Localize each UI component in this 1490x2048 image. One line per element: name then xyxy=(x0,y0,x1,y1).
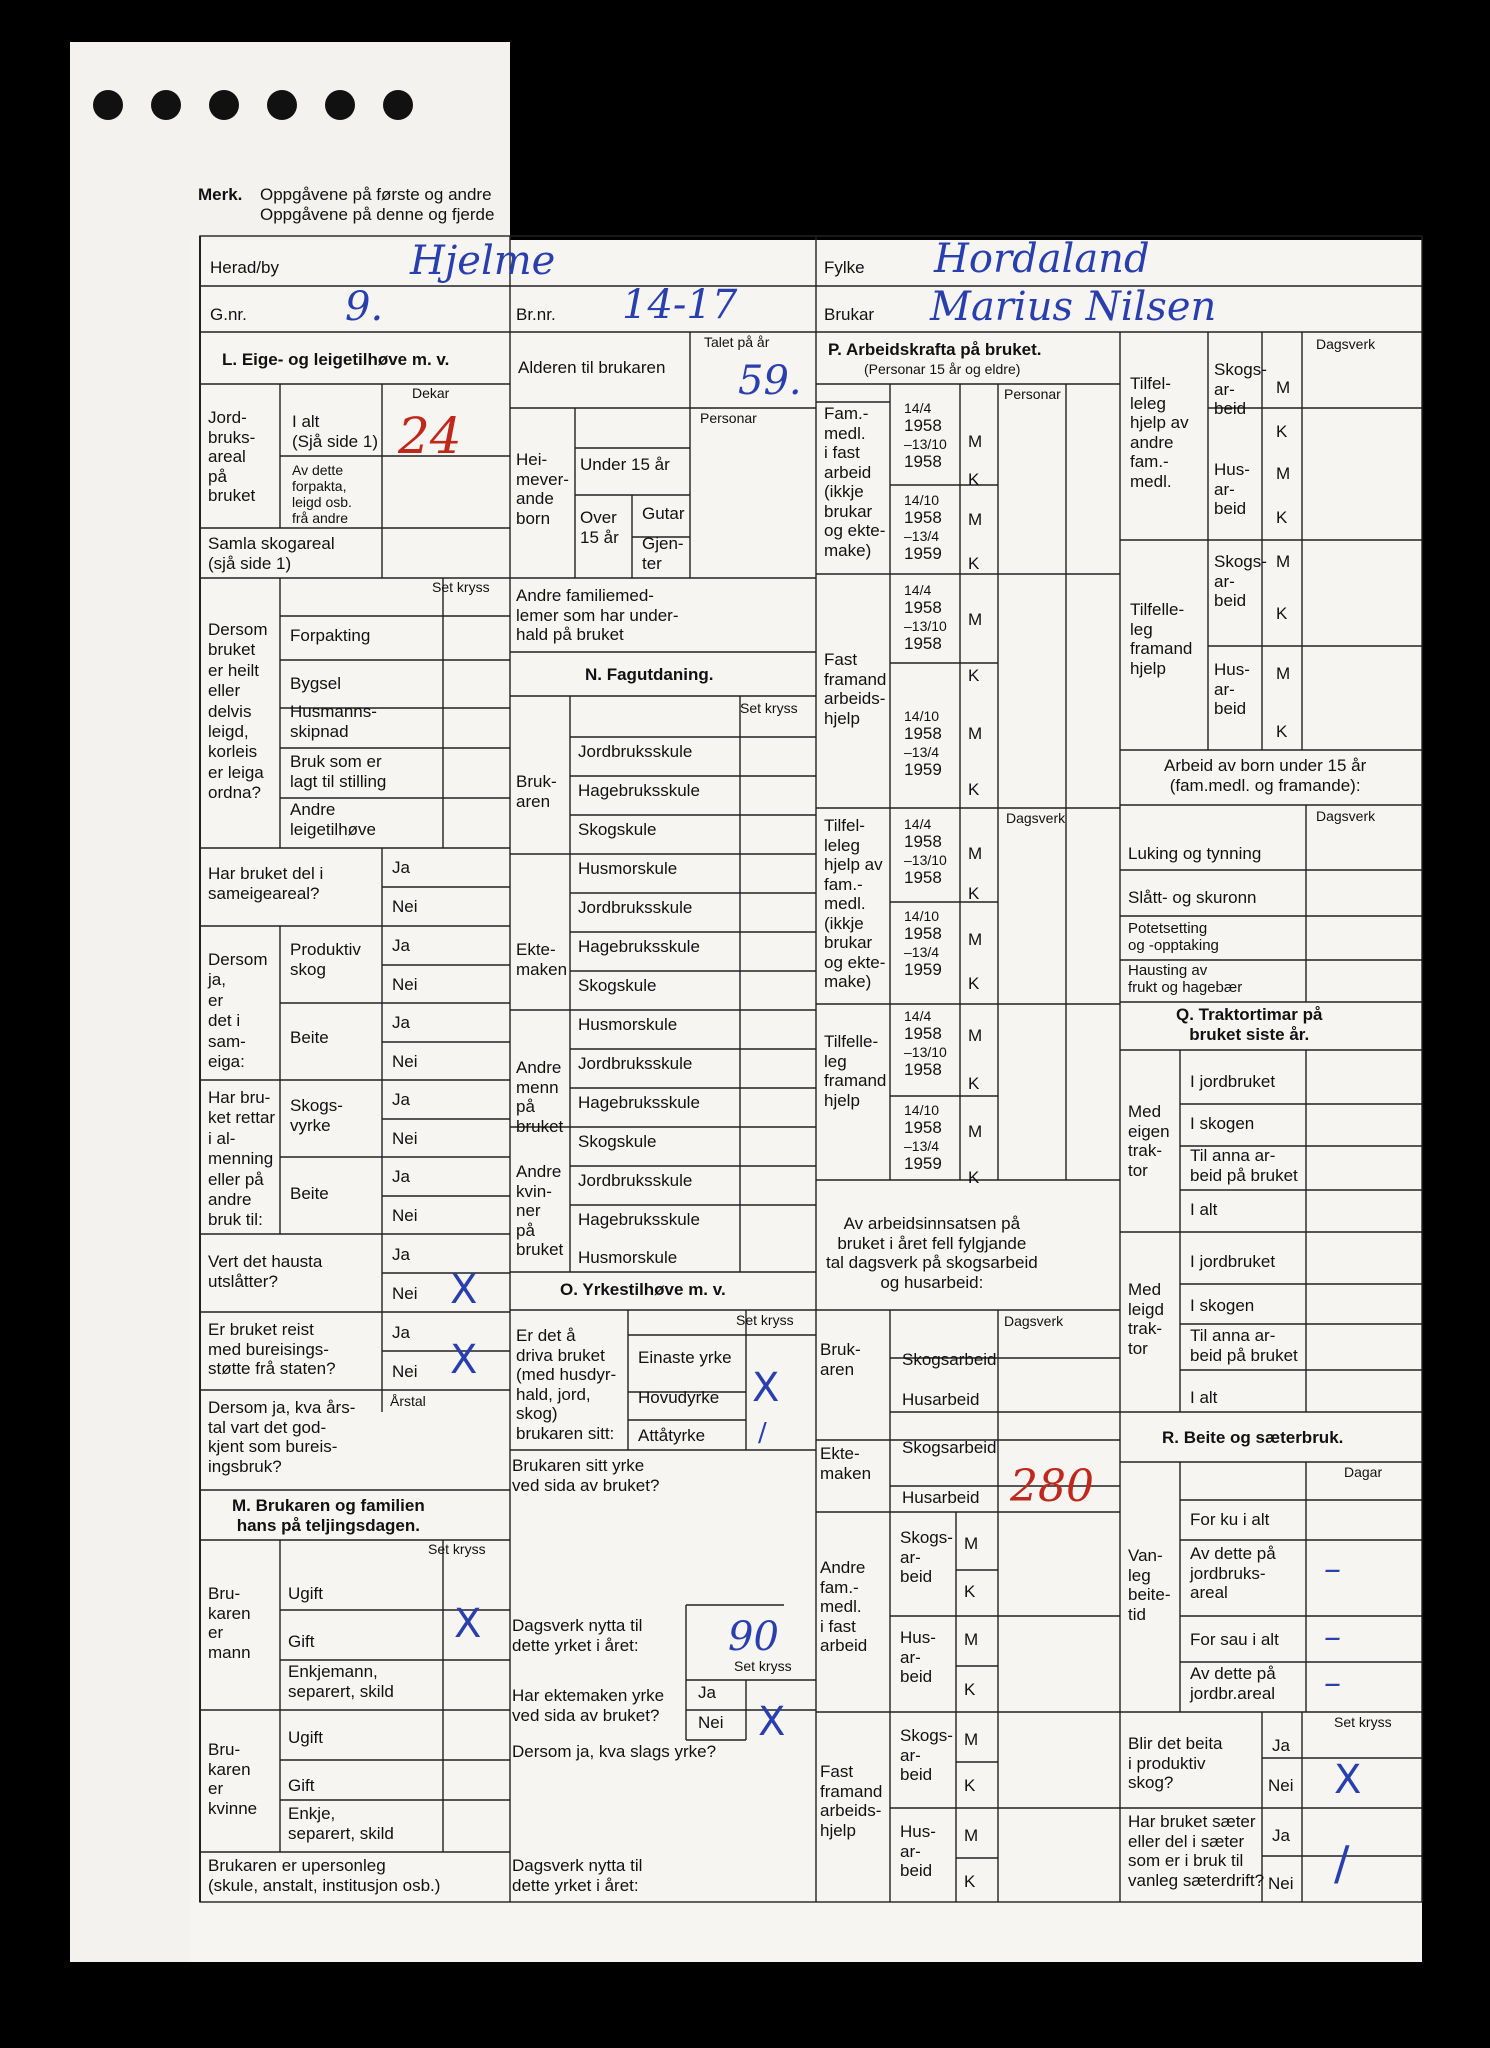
saeter-question: Har bruket sæter eller del i sæter som er i bruk til vanleg sæterdrift? xyxy=(1128,1812,1265,1890)
rc-skogs-1: Skogs- ar- beid xyxy=(1214,360,1267,419)
q-ialt-2: I alt xyxy=(1190,1388,1218,1407)
ja-4: Ja xyxy=(392,1167,410,1186)
hausta-question: Vert det hausta utslåtter? xyxy=(208,1252,323,1291)
nei-2: Nei xyxy=(392,1052,418,1071)
brukar-label: Brukar xyxy=(824,305,875,324)
andre-fam-label: Andre familiemed- lemer som har under- hald på bruket xyxy=(516,586,679,645)
p-dagsverk-header-2: Dagsverk xyxy=(1004,1313,1064,1329)
n-jordbruksskule-2: Jordbruksskule xyxy=(578,898,693,917)
n-skogskule-3: Skogskule xyxy=(578,1132,657,1151)
set-kryss-n: Set kryss xyxy=(740,700,798,716)
hausta-ja: Ja xyxy=(392,1245,410,1264)
p-fastfram2-skogs: Skogs- ar- beid xyxy=(900,1726,953,1785)
period-1c: 14/4 1958 –13/10 1958 xyxy=(904,816,947,887)
leige-husmanns: Husmanns- skipnad xyxy=(290,702,377,741)
rc-skogs-2: Skogs- ar- beid xyxy=(1214,552,1267,611)
luking-label: Luking og tynning xyxy=(1128,844,1262,863)
brukaren-yrke-q: Brukaren sitt yrke ved sida av bruket? xyxy=(512,1456,660,1495)
pb-m4: M xyxy=(964,1826,979,1845)
r-dagar-header: Dagar xyxy=(1344,1464,1383,1480)
section-o-title: O. Yrkestilhøve m. v. xyxy=(560,1280,726,1299)
kvinne-enkje: Enkje, separert, skild xyxy=(288,1804,394,1843)
sameige-question: Har bruket del i sameigeareal? xyxy=(208,864,324,903)
under15-label: Under 15 år xyxy=(580,455,670,474)
beite-label-1: Beite xyxy=(290,1028,329,1047)
pk1: K xyxy=(968,470,980,489)
pm2: M xyxy=(968,510,983,529)
p-andrefam-label: Andre fam.- medl. i fast arbeid xyxy=(820,1558,868,1656)
hovudyrke: Hovudyrke xyxy=(638,1388,720,1407)
sameige-nei: Nei xyxy=(392,897,418,916)
section-l-title: L. Eige- og leigetilhøve m. v. xyxy=(222,350,450,369)
set-kryss-l: Set kryss xyxy=(432,579,490,595)
ektemaken-nei-mark: X xyxy=(758,1699,786,1745)
p-andrefam-hus: Hus- ar- beid xyxy=(900,1628,936,1687)
n-andre-menn-label: Andre menn på bruket xyxy=(516,1058,564,1136)
n-husmorskule-4: Husmorskule xyxy=(578,1248,678,1267)
sameige-ja: Ja xyxy=(392,858,410,877)
section-n-title: N. Fagutdaning. xyxy=(585,665,714,684)
av-dette-label: Av dette forpakta, leigd osb. frå andre xyxy=(292,462,352,527)
av-dette1-dash: – xyxy=(1324,1549,1341,1589)
ektemaken-nei: Nei xyxy=(698,1713,724,1732)
saeter-ja: Ja xyxy=(1272,1826,1290,1845)
med-leigd-label: Med leigd trak- tor xyxy=(1128,1280,1164,1358)
for-ku-label: For ku i alt xyxy=(1190,1510,1270,1529)
hausta-nei: Nei xyxy=(392,1284,418,1303)
pb-m2: M xyxy=(964,1630,979,1649)
ektemaken-yrke-q: Har ektemaken yrke ved sida av bruket? xyxy=(512,1686,665,1725)
period-1b: 14/4 1958 –13/10 1958 xyxy=(904,582,947,653)
hovudyrke-mark: X xyxy=(752,1365,780,1411)
p-tilfam-label: Tilfel- leleg hjelp av fam.- medl. (ikkje brukar og ekte- make) xyxy=(824,816,886,992)
talet-header: Talet på år xyxy=(704,334,770,350)
alderen-value: 59. xyxy=(738,358,802,404)
rc-k4: K xyxy=(1276,722,1288,741)
rc-m3: M xyxy=(1276,552,1291,571)
rettar-label: Har bru- ket rettar i al- menning eller på andre bruk til: xyxy=(208,1088,276,1230)
gjenter-label: Gjen- ter xyxy=(642,534,684,573)
pm1: M xyxy=(968,432,983,451)
pk7: K xyxy=(968,1074,980,1093)
section-q-title: Q. Traktortimar på bruket siste år. xyxy=(1176,1005,1323,1044)
dagsverk1-label: Dagsverk nytta til dette yrket i året: xyxy=(512,1616,643,1655)
av-dette1-label: Av dette på jordbruks- areal xyxy=(1190,1544,1276,1603)
alderen-label: Alderen til brukaren xyxy=(518,358,666,377)
ja-3: Ja xyxy=(392,1090,410,1109)
nei-3: Nei xyxy=(392,1129,418,1148)
p-brukaren-husarbeid: Husarbeid xyxy=(902,1390,980,1409)
p-fastfram2-hus: Hus- ar- beid xyxy=(900,1822,936,1881)
n-husmorskule-1: Husmorskule xyxy=(578,859,678,878)
brnr-value: 14-17 xyxy=(622,282,738,328)
av-dette2-label: Av dette på jordbr.areal xyxy=(1190,1664,1276,1703)
p-fastframand-label: Fast framand arbeids- hjelp xyxy=(824,650,887,728)
n-skogskule-2: Skogskule xyxy=(578,976,657,995)
pk6: K xyxy=(968,974,980,993)
rc-tilfelleg-fam-label: Tilfel- leleg hjelp av andre fam.- medl. xyxy=(1130,374,1189,491)
pb-m1: M xyxy=(964,1534,979,1553)
section-p-subtitle: (Personar 15 år og eldre) xyxy=(864,361,1021,377)
section-p-title: P. Arbeidskrafta på bruket. xyxy=(828,340,1042,359)
rc-m4: M xyxy=(1276,664,1291,683)
mann-gift-mark: X xyxy=(454,1601,482,1647)
n-hagebruksskule-4: Hagebruksskule xyxy=(578,1210,700,1229)
over15-label: Over 15 år xyxy=(580,508,619,547)
skogsvyrke-label: Skogs- vyrke xyxy=(290,1096,343,1135)
rc-k2: K xyxy=(1276,508,1288,527)
hausta-nei-mark: X xyxy=(450,1267,478,1313)
ja-2: Ja xyxy=(392,1013,410,1032)
attatyrke: Attåtyrke xyxy=(638,1426,706,1445)
aarstal-question: Dersom ja, kva års- tal vart det god- kjent som bureis- ingsbruk? xyxy=(208,1398,356,1476)
dersom-bruket-label: Dersom bruket er heilt eller delvis leigd, korleis er leiga ordna? xyxy=(208,620,268,803)
rc-hus-1: Hus- ar- beid xyxy=(1214,460,1250,519)
n-hagebruksskule-1: Hagebruksskule xyxy=(578,781,700,800)
hausting-label: Hausting av frukt og hagebær xyxy=(1128,962,1243,997)
beita-question: Blir det beita i produktiv skog? xyxy=(1128,1734,1223,1793)
n-brukaren-label: Bruk- aren xyxy=(516,772,557,811)
heimeverande-label: Hei- mever- ande born xyxy=(516,450,569,528)
slatt-label: Slått- og skuronn xyxy=(1128,888,1257,907)
q-anna-1: Til anna ar- beid på bruket xyxy=(1190,1146,1298,1185)
mann-enkjemann: Enkjemann, separert, skild xyxy=(288,1662,394,1701)
herad-label: Herad/by xyxy=(210,258,279,277)
fylke-label: Fylke xyxy=(824,258,865,277)
i-alt-label: I alt (Sjå side 1) xyxy=(292,412,378,451)
period-1a: 14/4 1958 –13/10 1958 xyxy=(904,400,947,471)
kva-slags-q: Dersom ja, kva slags yrke? xyxy=(512,1742,717,1761)
period-2b: 14/10 1958 –13/4 1959 xyxy=(904,708,942,779)
mann-ugift: Ugift xyxy=(288,1584,323,1603)
potet-label: Potetsetting og -opptaking xyxy=(1128,920,1219,955)
gutar-label: Gutar xyxy=(642,504,685,523)
q-skogen-2: I skogen xyxy=(1190,1296,1255,1315)
n-ektemaken-label: Ekte- maken xyxy=(516,940,568,979)
n-skogskule-1: Skogskule xyxy=(578,820,657,839)
n-jordbruksskule-4: Jordbruksskule xyxy=(578,1171,693,1190)
pb-k4: K xyxy=(964,1872,976,1891)
p-dagsverk-header: Dagsverk xyxy=(1006,810,1066,826)
pm8: M xyxy=(968,1122,983,1141)
n-andre-kvinner-label: Andre kvin- ner på bruket xyxy=(516,1162,564,1260)
p-ektemaken-husarbeid: Husarbeid xyxy=(902,1488,980,1507)
pm3: M xyxy=(968,610,983,629)
beita-nei: Nei xyxy=(1268,1776,1294,1795)
mann-gift: Gift xyxy=(288,1632,315,1651)
set-kryss-m: Set kryss xyxy=(428,1541,486,1557)
ektemaken-husarbeid-value: 280 xyxy=(1010,1461,1094,1512)
leige-bygsel: Bygsel xyxy=(290,674,342,693)
attatyrke-mark: / xyxy=(758,1418,767,1448)
aarstal-header: Årstal xyxy=(390,1393,426,1409)
set-kryss-o: Set kryss xyxy=(736,1312,794,1328)
p-fastfram2-label: Fast framand arbeids- hjelp xyxy=(820,1762,883,1840)
saeter-nei: Nei xyxy=(1268,1874,1294,1893)
p-famfast-label: Fam.- medl. i fast arbeid (ikkje brukar og ekte- make) xyxy=(824,404,886,560)
rc-dagsverk-header-2: Dagsverk xyxy=(1316,808,1376,824)
rc-hus-2: Hus- ar- beid xyxy=(1214,660,1250,719)
arbeid-born-label: Arbeid av born under 15 år (fam.medl. og framande): xyxy=(1164,756,1367,795)
p-tilfram-label: Tilfelle- leg framand hjelp xyxy=(824,1032,887,1110)
pk5: K xyxy=(968,884,980,903)
q-ialt-1: I alt xyxy=(1190,1200,1218,1219)
p-andrefam-skogs: Skogs- ar- beid xyxy=(900,1528,953,1587)
pk3: K xyxy=(968,666,980,685)
period-2d: 14/10 1958 –13/4 1959 xyxy=(904,1102,942,1173)
kvinne-ugift: Ugift xyxy=(288,1728,323,1747)
merk-line1: Oppgåvene på første og andre xyxy=(260,185,492,204)
reist-nei: Nei xyxy=(392,1362,418,1381)
section-r-title: R. Beite og sæterbruk. xyxy=(1162,1428,1344,1447)
merk-label: Merk. xyxy=(198,185,243,204)
rc-m1: M xyxy=(1276,378,1291,397)
leige-forpakting: Forpakting xyxy=(290,626,371,645)
produktiv-skog-label: Produktiv skog xyxy=(290,940,361,979)
pk4: K xyxy=(968,780,980,799)
dekar-header: Dekar xyxy=(412,385,450,401)
n-hagebruksskule-2: Hagebruksskule xyxy=(578,937,700,956)
leige-stilling: Bruk som er lagt til stilling xyxy=(290,752,387,791)
pk8: K xyxy=(968,1168,980,1187)
reist-nei-mark: X xyxy=(450,1337,478,1383)
ja-1: Ja xyxy=(392,936,410,955)
dagsverk2-label: Dagsverk nytta til dette yrket i året: xyxy=(512,1856,643,1895)
pm4: M xyxy=(968,724,983,743)
personar-header: Personar xyxy=(700,410,757,426)
beita-ja: Ja xyxy=(1272,1736,1290,1755)
q-skogen-1: I skogen xyxy=(1190,1114,1255,1133)
merk-line2: Oppgåvene på denne og fjerde xyxy=(260,205,495,224)
herad-value: Hjelme xyxy=(410,238,556,284)
nei-4: Nei xyxy=(392,1206,418,1225)
rc-k3: K xyxy=(1276,604,1288,623)
rc-k1: K xyxy=(1276,422,1288,441)
n-jordbruksskule-1: Jordbruksskule xyxy=(578,742,693,761)
n-husmorskule-2: Husmorskule xyxy=(578,1015,678,1034)
vanleg-label: Van- leg beite- tid xyxy=(1128,1546,1171,1624)
p-brukaren-label: Bruk- aren xyxy=(820,1340,861,1379)
pb-k1: K xyxy=(964,1582,976,1601)
kvinne-gift: Gift xyxy=(288,1776,315,1795)
q-jordbruket-1: I jordbruket xyxy=(1190,1072,1276,1091)
gnr-value: 9. xyxy=(345,284,384,330)
upersonleg-label: Brukaren er upersonleg (skule, anstalt, institusjon osb.) xyxy=(208,1856,441,1895)
av-dette2-dash: – xyxy=(1324,1663,1341,1703)
saeter-nei-mark: / xyxy=(1334,1836,1350,1890)
section-m-title: M. Brukaren og familien hans på teljingsdagen. xyxy=(232,1496,425,1535)
ektemaken-ja: Ja xyxy=(698,1683,716,1702)
for-sau-label: For sau i alt xyxy=(1190,1630,1279,1649)
pm6: M xyxy=(968,930,983,949)
beite-label-2: Beite xyxy=(290,1184,329,1203)
leige-andre: Andre leigetilhøve xyxy=(290,800,376,839)
rc-m2: M xyxy=(1276,464,1291,483)
for-sau-dash: – xyxy=(1324,1617,1341,1657)
period-2c: 14/10 1958 –13/4 1959 xyxy=(904,908,942,979)
nei-1: Nei xyxy=(392,975,418,994)
beita-nei-mark: X xyxy=(1334,1757,1362,1803)
brukar-value: Marius Nilsen xyxy=(930,284,1217,330)
er-det-label: Er det å driva bruket (med husdyr- hald, jord, skog) brukaren sitt: xyxy=(516,1326,617,1443)
brukaren-kvinne-label: Bru- karen er kvinne xyxy=(208,1740,258,1818)
rc-dagsverk-header: Dagsverk xyxy=(1316,336,1376,352)
jordbruksareal-label: Jord- bruks- areal på bruket xyxy=(208,408,256,506)
pb-m3: M xyxy=(964,1730,979,1749)
einaste-yrke: Einaste yrke xyxy=(638,1348,732,1367)
pb-k3: K xyxy=(964,1776,976,1795)
set-kryss-o2: Set kryss xyxy=(734,1658,792,1674)
dagsverk1-value: 90 xyxy=(728,1614,779,1660)
p-personar: Personar xyxy=(1004,386,1061,402)
av-arbeids-text: Av arbeidsinnsatsen på bruket i året fell fylgjande tal dagsverk på skogsarbeid og husarbeid: xyxy=(826,1214,1038,1292)
pm7: M xyxy=(968,1026,983,1045)
p-ektemaken-skogsarbeid: Skogsarbeid xyxy=(902,1438,997,1457)
period-2a: 14/10 1958 –13/4 1959 xyxy=(904,492,942,563)
dersom-ja-label: Dersom ja, er det i sam- eiga: xyxy=(208,950,268,1071)
period-1d: 14/4 1958 –13/10 1958 xyxy=(904,1008,947,1079)
n-hagebruksskule-3: Hagebruksskule xyxy=(578,1093,700,1112)
med-eigen-label: Med eigen trak- tor xyxy=(1128,1102,1170,1180)
brukaren-mann-label: Bru- karen er mann xyxy=(208,1584,251,1662)
brnr-label: Br.nr. xyxy=(516,305,556,324)
rc-tilfelleg-fram-label: Tilfelle- leg framand hjelp xyxy=(1130,600,1193,678)
p-ektemaken-label: Ekte- maken xyxy=(820,1444,872,1483)
n-jordbruksskule-3: Jordbruksskule xyxy=(578,1054,693,1073)
pm5: M xyxy=(968,844,983,863)
reist-ja: Ja xyxy=(392,1323,410,1342)
reist-question: Er bruket reist med bureisings- støtte frå staten? xyxy=(208,1320,336,1379)
p-brukaren-skogsarbeid: Skogsarbeid xyxy=(902,1350,997,1369)
skogareal-label: Samla skogareal (sjå side 1) xyxy=(208,534,335,573)
q-jordbruket-2: I jordbruket xyxy=(1190,1252,1276,1271)
q-anna-2: Til anna ar- beid på bruket xyxy=(1190,1326,1298,1365)
pb-k2: K xyxy=(964,1680,976,1699)
i-alt-value: 24 xyxy=(398,407,462,465)
set-kryss-r: Set kryss xyxy=(1334,1714,1392,1730)
fylke-value: Hordaland xyxy=(934,236,1150,282)
gnr-label: G.nr. xyxy=(210,305,247,324)
pk2: K xyxy=(968,554,980,573)
